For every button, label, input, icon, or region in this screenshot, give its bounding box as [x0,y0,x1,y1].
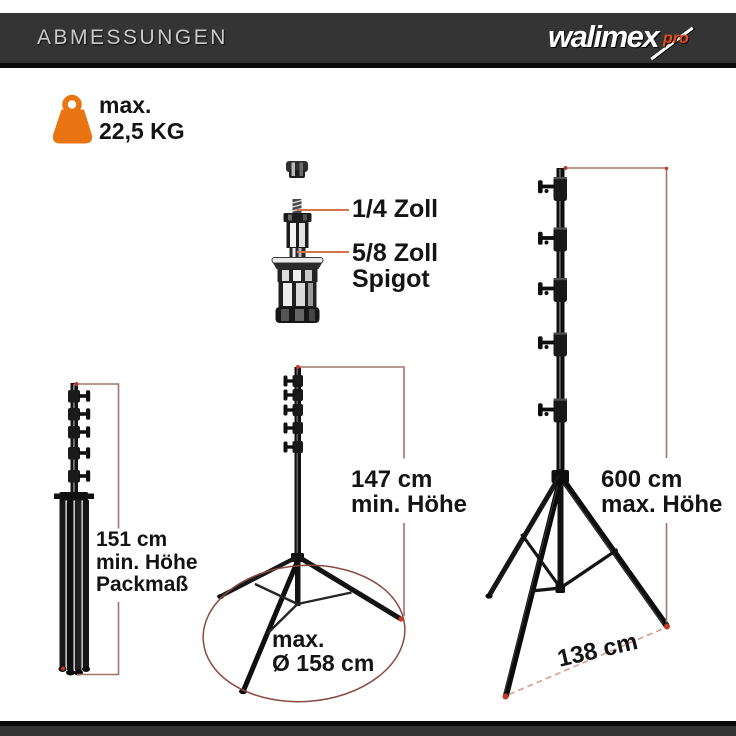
max-load-line1: max. [99,92,152,118]
packed-stand-height: 151 cm [96,528,168,551]
leg-span-label: 138 cm [554,628,641,673]
packed-stand-label [96,529,198,597]
max-load-label [99,92,185,144]
brand-suffix: pro [663,30,689,47]
spigot-illustration [272,161,349,323]
footer-bar [0,721,736,736]
spigot-five-eighth-line2: Spigot [352,265,430,293]
spigot-five-eighth-line1: 5/8 Zoll [352,239,439,267]
max-load-line2: 22,5 KG [99,118,185,144]
brand-name: walimex [548,19,659,54]
min-height-value: 147 cm [351,466,433,493]
max-height-label [601,467,722,517]
spigot-five-eighth-label [352,240,438,292]
footprint-line1: max. [272,626,325,652]
max-height-stand-illustration [485,166,670,700]
min-height-caption: min. Höhe [351,491,468,518]
packed-stand-caption2: Packmaß [96,573,189,596]
spigot-quarter-inch-label: 1/4 Zoll [352,195,439,223]
packed-stand-caption1: min. Höhe [96,550,198,574]
weight-icon [53,98,92,144]
page-title: ABMESSUNGEN [37,26,228,49]
max-height-value: 600 cm [601,466,683,493]
footprint-line2: Ø 158 cm [272,650,375,676]
footprint-label [272,627,374,675]
min-height-label [351,467,467,517]
max-height-caption: max. Höhe [601,491,723,518]
